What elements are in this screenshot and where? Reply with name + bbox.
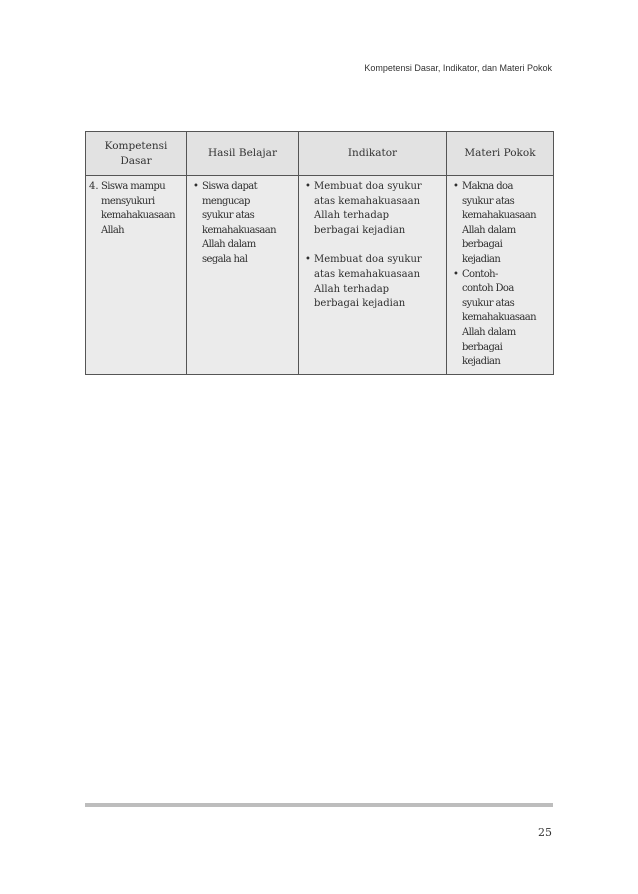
header-indikator: Indikator xyxy=(299,132,447,176)
item-text: Siswa mampu mensyukuri kemahakuasaan Allah xyxy=(101,181,175,236)
bullet-icon: • xyxy=(453,268,459,280)
cell-hasil-belajar xyxy=(187,176,299,375)
list-item-text: Membuat doa syukur atas kemahakuasaan Allah terhadap berbagai kejadian xyxy=(314,181,422,236)
cell-kompetensi-dasar xyxy=(86,176,187,375)
page-number: 25 xyxy=(538,826,552,839)
list-item xyxy=(190,180,296,268)
list-item xyxy=(450,268,551,370)
list-item-text: Contoh- contoh Doa syukur atas kemahakuasaan Allah dalam berbagai kejadian xyxy=(462,268,536,368)
list-item-text: Makna doa syukur atas kemahakuasaan Allah dalam berbagai kejadian xyxy=(462,181,536,265)
list-item xyxy=(450,180,551,268)
footer-rule xyxy=(85,803,553,807)
list-item xyxy=(302,180,444,238)
bullet-icon: • xyxy=(305,181,311,192)
list-item-text: Membuat doa syukur atas kemahakuasaan Allah terhadap berbagai kejadian xyxy=(314,254,422,310)
header-kompetensi-dasar: Kompetensi Dasar xyxy=(86,132,187,176)
list-item xyxy=(302,253,444,311)
competency-table xyxy=(85,131,554,375)
numbered-item xyxy=(89,180,184,238)
bullet-icon: • xyxy=(453,181,459,192)
cell-materi-pokok xyxy=(447,176,554,375)
header-materi-pokok: Materi Pokok xyxy=(447,132,554,176)
bullet-icon: • xyxy=(193,181,199,192)
table-header-row xyxy=(86,132,554,176)
table-row xyxy=(86,176,554,375)
cell-indikator xyxy=(299,176,447,375)
item-number: 4. xyxy=(89,181,99,192)
header-hasil-belajar: Hasil Belajar xyxy=(187,132,299,176)
list-item-text: Siswa dapat mengucap syukur atas kemahakuasaan Allah dalam segala hal xyxy=(202,181,276,265)
running-header: Kompetensi Dasar, Indikator, dan Materi Pokok xyxy=(364,63,552,73)
bullet-icon: • xyxy=(305,254,311,266)
